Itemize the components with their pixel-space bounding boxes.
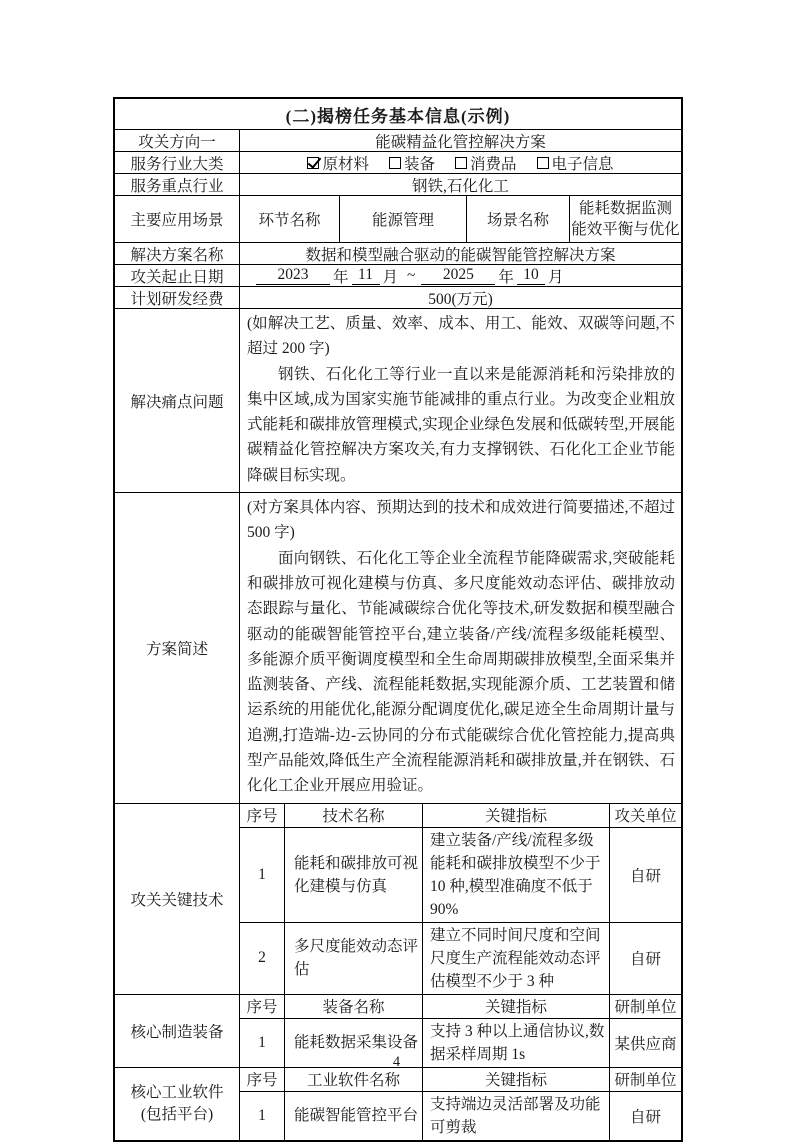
summary-body: 面向钢铁、石化化工等企业全流程节能降碳需求,突破能耗和碳排放可视化建模与仿真、多尺度能效动态评估、碳排放动态跟踪与量化、节能减碳综合优化等技术,研发数据和模型融合驱动的能碳智能管控平台,建立装备/产线/流程多级能耗模型、多能源介质平衡调度模型和全生命周期碳排放模型,全面采集并监测装备、产线、流程能耗数据,实现能源介质、工艺装置和储运系统的用能优化,能源分配调度优化,碳足迹全生命周期计量与追溯,打造端-边-云协同的分布式能碳综合优化管控能力,提高典型产品能效,降低生产全流程能源消耗和碳排放量,并在钢铁、石化化工企业开展应用验证。 (247, 549, 675, 795)
option-label: 装备 (403, 155, 435, 173)
checkbox-unchecked-icon (537, 157, 549, 169)
end-year: 2025 (421, 266, 495, 285)
row-key-industry (115, 173, 681, 195)
key-industry-label: 服务重点行业 (115, 174, 240, 195)
row-solution-name (115, 242, 681, 264)
row-summary (115, 492, 681, 803)
col-header-equipment-name: 装备名称 (285, 995, 423, 1018)
row-key-tech (115, 803, 681, 994)
row-dates (115, 264, 681, 286)
row-industry-category (115, 151, 681, 173)
scene-name-label: 场景名称 (467, 196, 570, 242)
end-month: 10 (517, 266, 545, 285)
option-electronics (537, 152, 614, 174)
table-title-row (115, 99, 681, 129)
pain-points-label: 解决痛点问题 (115, 309, 240, 492)
col-header-indicator: 关键指标 (423, 1068, 610, 1091)
tech-name: 多尺度能效动态评估 (285, 923, 423, 994)
tech-indicator: 建立装备/产线/流程多级能耗和碳排放模型不少于 10 种,模型准确度不低于 90% (423, 828, 610, 922)
software-row-1 (240, 1091, 681, 1140)
tech-unit: 自研 (629, 867, 661, 885)
scene-value-line1: 能耗数据监测 (578, 200, 672, 217)
equipment-indicator: 支持 3 种以上通信协议,数据采样周期 1s (423, 1019, 610, 1067)
scene-name-value (570, 196, 681, 242)
solution-name-value: 数据和模型融合驱动的能碳智能管控解决方案 (305, 246, 616, 264)
equipment-no: 1 (240, 1019, 285, 1067)
software-indicator: 支持端边灵活部署及功能可剪裁 (423, 1092, 610, 1140)
core-equipment-label: 核心制造装备 (115, 995, 240, 1067)
core-software-label-line1: 核心工业软件 (130, 1083, 224, 1101)
col-header-unit: 研制单位 (614, 1072, 677, 1090)
pain-points-body: 钢铁、石化化工等行业一直以来是能源消耗和污染排放的集中区域,成为国家实施节能减排的重点行业。为改变企业粗放式能耗和碳排放管理模式,实现企业绿色发展和低碳转型,开展能碳精益化管控解决方案攻关,有力支撑钢铁、石化化工企业节能降碳目标实现。 (247, 365, 675, 484)
core-software-label-line2: (包括平台) (140, 1105, 214, 1123)
page-number: 4 (392, 1054, 401, 1070)
link-name-value: 能源管理 (340, 196, 467, 242)
budget-label: 计划研发经费 (115, 287, 240, 308)
option-label: 电子信息 (551, 155, 614, 173)
row-core-software (115, 1067, 681, 1140)
equipment-header-row (240, 995, 681, 1018)
key-tech-row-1 (240, 827, 681, 922)
row-direction (115, 129, 681, 151)
tech-name: 能耗和碳排放可视化建模与仿真 (285, 828, 423, 922)
option-label: 原材料 (322, 155, 369, 173)
link-name-label: 环节名称 (240, 196, 340, 242)
pain-points-text (240, 309, 681, 492)
tech-no: 1 (240, 828, 285, 922)
col-header-indicator: 关键指标 (423, 804, 610, 827)
core-software-label (115, 1068, 240, 1140)
solution-name-label: 解决方案名称 (115, 243, 240, 264)
tech-no: 2 (240, 923, 285, 994)
year-unit: 年 (333, 268, 349, 286)
industry-category-label: 服务行业大类 (115, 152, 240, 173)
option-equipment (389, 152, 435, 174)
col-header-unit: 研制单位 (614, 999, 677, 1017)
option-raw-materials (307, 152, 369, 174)
software-header-row (240, 1068, 681, 1091)
application-label: 主要应用场景 (115, 196, 240, 242)
software-no: 1 (240, 1092, 285, 1140)
row-budget (115, 286, 681, 308)
direction-value: 能碳精益化管控解决方案 (375, 133, 546, 151)
option-label: 消费品 (470, 155, 517, 173)
col-header-tech-name: 技术名称 (285, 804, 423, 827)
key-tech-table (240, 804, 681, 994)
scene-value-line2: 能效平衡与优化 (571, 221, 680, 238)
tech-unit: 自研 (629, 951, 661, 969)
summary-text (240, 493, 681, 803)
software-unit: 自研 (629, 1108, 661, 1126)
dates-label: 攻关起止日期 (115, 265, 240, 286)
summary-label: 方案简述 (115, 493, 240, 803)
row-application-scene (115, 195, 681, 242)
key-tech-label: 攻关关键技术 (115, 804, 240, 994)
option-consumer-goods (455, 152, 517, 174)
col-header-unit: 攻关单位 (614, 808, 677, 826)
year-unit: 年 (498, 268, 514, 286)
budget-value: 500(万元) (428, 290, 493, 308)
col-header-no: 序号 (240, 995, 285, 1018)
col-header-indicator: 关键指标 (423, 995, 610, 1018)
tech-indicator: 建立不同时间尺度和空间尺度生产流程能效动态评估模型不少于 3 种 (423, 923, 610, 994)
pain-points-hint: (如解决工艺、质量、效率、成本、用工、能效、双碳等问题,不超过 200 字) (247, 315, 675, 358)
row-pain-points (115, 308, 681, 492)
key-industry-value: 钢铁,石化化工 (412, 177, 509, 195)
table-title: (二)揭榜任务基本信息(示例) (285, 106, 511, 126)
start-month: 11 (352, 266, 380, 285)
checkbox-checked-icon (307, 157, 319, 169)
dates-value (240, 265, 681, 286)
core-software-table (240, 1068, 681, 1140)
task-info-table (113, 97, 683, 1142)
col-header-no: 序号 (240, 804, 285, 827)
tilde-separator: ~ (407, 266, 416, 284)
equipment-name: 能耗数据采集设备 (285, 1019, 423, 1067)
summary-hint: (对方案具体内容、预期达到的技术和成效进行简要描述,不超过 500 字) (247, 499, 675, 542)
key-tech-row-2 (240, 922, 681, 994)
col-header-no: 序号 (240, 1068, 285, 1091)
checkbox-unchecked-icon (389, 157, 401, 169)
col-header-software-name: 工业软件名称 (285, 1068, 423, 1091)
checkbox-unchecked-icon (455, 157, 467, 169)
start-year: 2023 (256, 266, 330, 285)
month-unit: 月 (382, 268, 399, 286)
industry-category-options (240, 152, 681, 173)
equipment-unit: 某供应商 (614, 1035, 677, 1053)
month-unit: 月 (547, 268, 564, 286)
software-name: 能碳智能管控平台 (285, 1092, 423, 1140)
direction-label: 攻关方向一 (115, 130, 240, 151)
key-tech-header-row (240, 804, 681, 827)
